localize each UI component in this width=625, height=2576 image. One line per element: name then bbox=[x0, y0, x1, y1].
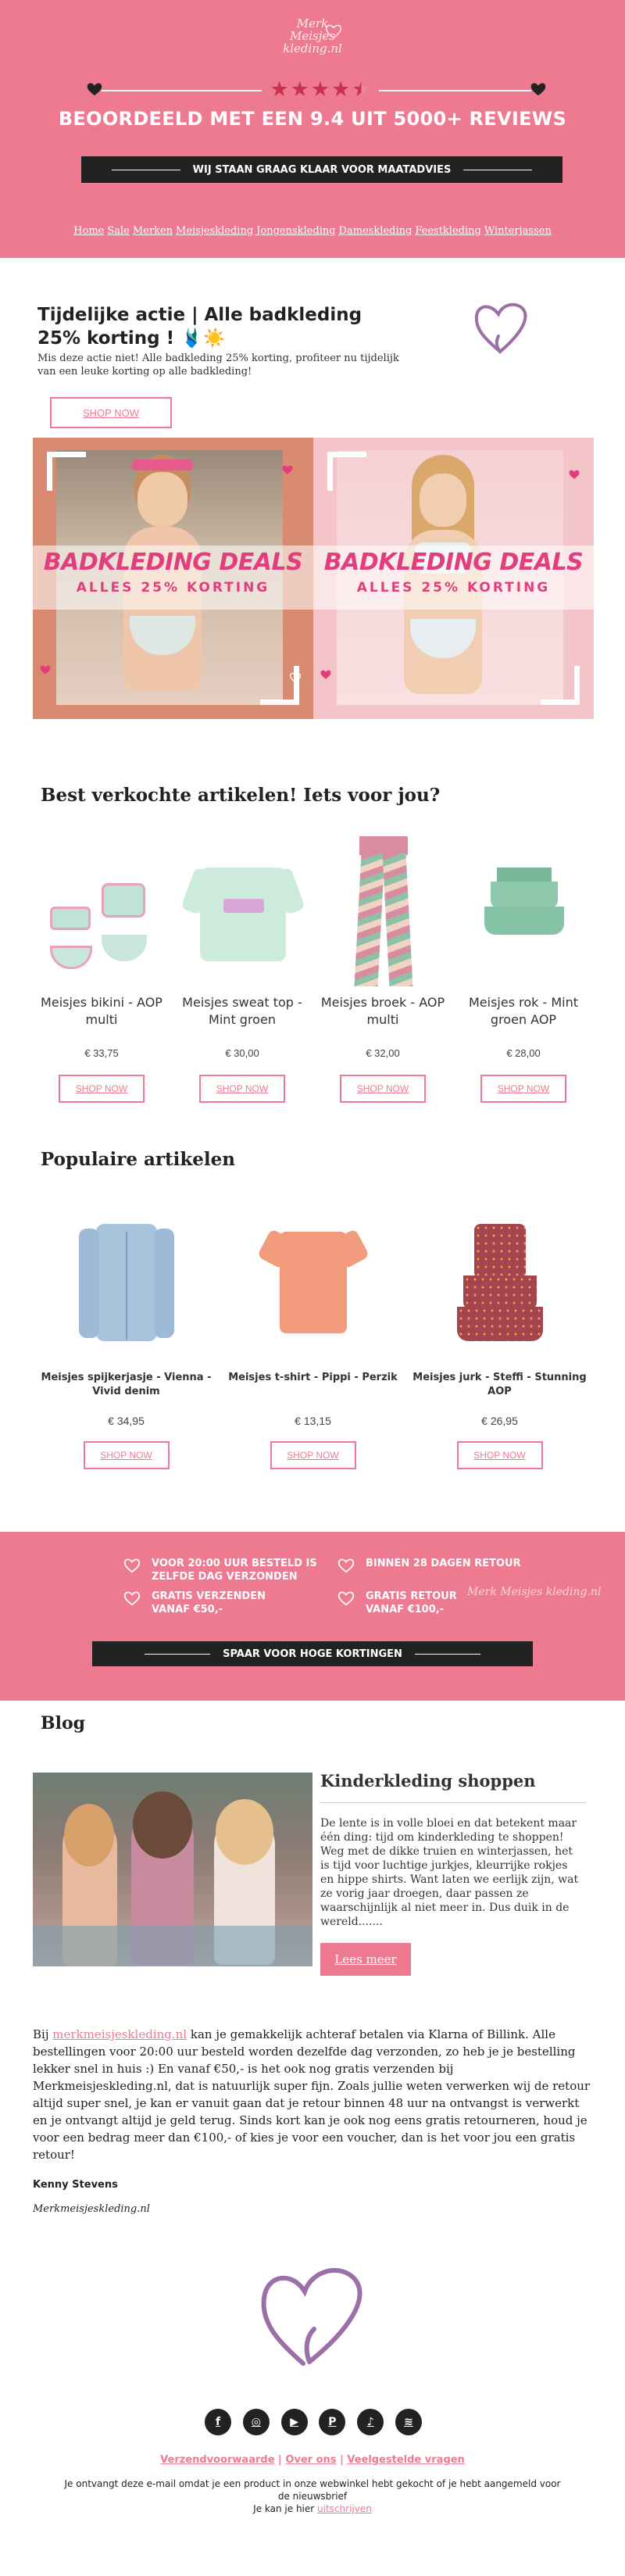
link-separator: | bbox=[278, 2454, 286, 2466]
link-separator: | bbox=[340, 2454, 348, 2466]
small-heart-icon bbox=[39, 664, 52, 675]
star-icon: ★ bbox=[290, 77, 309, 102]
unsubscribe-line bbox=[62, 2503, 562, 2515]
blog-post-title[interactable]: Kinderkleding shoppen bbox=[320, 1771, 536, 1791]
brand-logo[interactable] bbox=[281, 17, 344, 66]
savings-bar-text: SPAAR VOOR HOGE KORTINGEN bbox=[223, 1648, 402, 1660]
usp-band bbox=[0, 1532, 625, 1701]
usp-text: GRATIS VERZENDEN VANAF €50,- bbox=[152, 1590, 266, 1615]
heart-right-icon bbox=[530, 81, 547, 97]
product-card bbox=[406, 1200, 593, 1469]
nav-winterjassen[interactable]: Winterjassen bbox=[484, 225, 552, 237]
footer-links bbox=[0, 2454, 625, 2466]
shop-now-button[interactable]: SHOP NOW bbox=[84, 1441, 170, 1469]
rating-headline: BEOORDEELD MET EEN 9.4 UIT 5000+ REVIEWS bbox=[58, 108, 567, 130]
blog-divider bbox=[320, 1802, 586, 1803]
small-heart-icon bbox=[568, 469, 580, 480]
product-name[interactable]: Meisjes spijkerjasje - Vienna - Vivid denim bbox=[41, 1372, 212, 1397]
banner-strip bbox=[33, 546, 313, 610]
star-icon: ★ bbox=[310, 77, 330, 102]
bar-dash bbox=[145, 1654, 210, 1655]
product-price: € 30,00 bbox=[225, 1047, 259, 1059]
product-price: € 13,15 bbox=[295, 1415, 331, 1427]
purple-heart-icon bbox=[255, 2256, 372, 2373]
product-name[interactable]: Meisjes bikini - AOP multi bbox=[41, 995, 162, 1027]
nav-home[interactable]: Home bbox=[73, 225, 105, 237]
usp-text: VOOR 20:00 UUR BESTELD IS ZELFDE DAG VERZONDEN bbox=[152, 1558, 317, 1583]
info-text-section bbox=[0, 1998, 625, 2256]
usp-item-free-shipping bbox=[123, 1590, 280, 1616]
logo-heart-icon bbox=[325, 23, 342, 39]
banner-subtitle: ALLES 25% KORTING bbox=[356, 580, 551, 596]
blog-image[interactable] bbox=[33, 1773, 312, 1966]
popular-heading: Populaire artikelen bbox=[41, 1149, 236, 1170]
read-more-button[interactable]: Lees meer bbox=[320, 1943, 411, 1976]
shop-now-button[interactable]: SHOP NOW bbox=[59, 1075, 145, 1103]
product-image-denim-jacket[interactable] bbox=[76, 1200, 177, 1357]
product-image-trousers[interactable] bbox=[328, 836, 438, 985]
main-nav bbox=[0, 225, 625, 237]
facebook-icon[interactable]: f bbox=[205, 2409, 231, 2435]
rating-row bbox=[86, 78, 547, 102]
footer-link-shipping[interactable]: Verzendvoorwaarde bbox=[160, 2454, 275, 2466]
product-name[interactable]: Meisjes sweat top - Mint groen bbox=[182, 995, 302, 1027]
blog-post-excerpt: De lente is in volle bloei en dat betekent maar één ding: tijd om kinderkleding te shoppen! Weg met de dikke truien en winterjassen, het is tijd voor luchtige jurkjes, kleurrijke rokjes en hippe shirts. Want laten we eerlijk zijn, wat ze vorig jaar droegen, daar passen ze waarschijnlijk al niet meer in. Dus duik in de wereld....... bbox=[320, 1817, 579, 1928]
signature-company: Merkmeisjeskleding.nl bbox=[33, 2203, 150, 2215]
shop-now-button[interactable]: SHOP NOW bbox=[457, 1441, 543, 1469]
nav-sale[interactable]: Sale bbox=[107, 225, 130, 237]
small-heart-icon bbox=[320, 669, 332, 680]
product-name[interactable]: Meisjes jurk - Steffi - Stunning AOP bbox=[412, 1372, 587, 1397]
shop-now-button[interactable]: SHOP NOW bbox=[340, 1075, 426, 1103]
banner-strip bbox=[313, 546, 594, 610]
footer-link-faq[interactable]: Veelgestelde vragen bbox=[347, 2454, 465, 2466]
advice-pill bbox=[81, 156, 562, 183]
heart-left-icon bbox=[86, 81, 103, 97]
info-paragraph bbox=[33, 1998, 594, 2163]
product-price: € 33,75 bbox=[84, 1047, 119, 1059]
site-link[interactable]: merkmeisjeskleding.nl bbox=[52, 2027, 188, 2041]
product-card bbox=[172, 836, 312, 1103]
banner-panel-left bbox=[33, 438, 313, 719]
header-banner bbox=[0, 0, 625, 258]
best-sellers-heading: Best verkochte artikelen! Iets voor jou? bbox=[41, 785, 441, 806]
youtube-icon[interactable]: ▶ bbox=[281, 2409, 308, 2435]
info-text: kan je gemakkelijk achteraf betalen via Klarna of Billink. Alle bestellingen voor 20:00 uur besteld worden dezelfde dag verzonden, zo heb je je bestelling lekker snel in huis :) En vanaf €50,- is het ook nog gratis verzenden bij Merkmeisjeskleding.nl, dat is natuurlijk super fijn. Zoals jullie weten verwerken wij de retour altijd super snel, je kan er vanuit gaan dat je retour binnen 48 uur na ontvangst is verwerkt en je ontvangt altijd je geld terug. Sinds kort kan je ook nog eens gratis retourneren, houd je voor een bedrag meer dan €100,- of kies je voor een voucher, dan is het voor jou een gratis retour! bbox=[33, 2027, 591, 2162]
footer-note-text: Je ontvangt deze e-mail omdat je een product in onze webwinkel hebt gekocht of je hebt aangemeld voor de nieuwsbrief bbox=[64, 2478, 561, 2502]
blog-heading: Blog bbox=[41, 1713, 86, 1733]
banner-title: BADKLEDING DEALS bbox=[323, 549, 584, 576]
heart-outline-icon bbox=[338, 1590, 355, 1606]
nav-jongenskleding[interactable]: Jongenskleding bbox=[256, 225, 336, 237]
purple-heart-icon bbox=[469, 295, 531, 358]
footer bbox=[0, 2256, 625, 2553]
banner-frame-br bbox=[541, 666, 580, 705]
nav-meisjeskleding[interactable]: Meisjeskleding bbox=[176, 225, 254, 237]
unsubscribe-prefix: Je kan je hier bbox=[253, 2503, 318, 2514]
heart-outline-icon bbox=[338, 1558, 355, 1573]
nav-merken[interactable]: Merken bbox=[132, 225, 173, 237]
half-star-icon: ★ bbox=[352, 77, 371, 102]
footer-link-about[interactable]: Over ons bbox=[285, 2454, 337, 2466]
banner-title: BADKLEDING DEALS bbox=[43, 549, 303, 576]
social-links bbox=[205, 2409, 422, 2435]
popular-section bbox=[0, 1133, 625, 1532]
product-card bbox=[453, 836, 594, 1103]
heart-outline-icon bbox=[123, 1590, 141, 1606]
usp-logo: Merk Meisjes kleding.nl bbox=[467, 1586, 602, 1598]
product-name[interactable]: Meisjes broek - AOP multi bbox=[320, 995, 445, 1027]
brand-logo-text: Merk Meisjes kleding.nl bbox=[283, 16, 342, 55]
usp-text: BINNEN 28 DAGEN RETOUR bbox=[366, 1558, 521, 1569]
tiktok-icon[interactable]: ♪ bbox=[357, 2409, 384, 2435]
nav-feestkleding[interactable]: Feestkleding bbox=[415, 225, 481, 237]
unsubscribe-link[interactable]: uitschrijven bbox=[317, 2503, 372, 2514]
popular-grid bbox=[33, 1200, 594, 1469]
info-prefix: Bij bbox=[33, 2027, 53, 2041]
product-image-dress[interactable] bbox=[449, 1200, 551, 1357]
usp-item-return-28 bbox=[338, 1557, 525, 1573]
product-image-sweat-top[interactable] bbox=[188, 836, 297, 985]
spotify-icon[interactable]: ≋ bbox=[395, 2409, 422, 2435]
shop-now-button[interactable]: SHOP NOW bbox=[480, 1075, 566, 1103]
product-card bbox=[31, 836, 172, 1103]
small-heart-icon bbox=[289, 672, 302, 683]
banner-frame-tl bbox=[47, 452, 86, 491]
star-icon: ★ bbox=[331, 77, 351, 102]
small-heart-icon bbox=[281, 464, 294, 475]
product-card bbox=[33, 1200, 220, 1469]
instagram-icon[interactable]: ◎ bbox=[243, 2409, 270, 2435]
product-name[interactable]: Meisjes t-shirt - Pippi - Perzik bbox=[228, 1372, 398, 1383]
product-card bbox=[220, 1200, 406, 1469]
rating-stars bbox=[262, 78, 379, 102]
heart-outline-icon bbox=[123, 1558, 141, 1573]
product-name[interactable]: Meisjes rok - Mint groen AOP bbox=[468, 995, 579, 1027]
usp-item-free-return bbox=[338, 1590, 462, 1616]
product-image-skirt[interactable] bbox=[469, 836, 578, 985]
product-image-bikini[interactable] bbox=[47, 836, 156, 985]
footer-note bbox=[62, 2478, 562, 2515]
promo-section bbox=[0, 258, 625, 438]
promo-text: Mis deze actie niet! Alle badkleding 25% korting, profiteer nu tijdelijk van een leuke korting op alle badkleding! bbox=[38, 352, 399, 377]
product-price: € 28,00 bbox=[506, 1047, 541, 1059]
swimwear-banner[interactable] bbox=[33, 438, 594, 719]
signature-name: Kenny Stevens bbox=[33, 2179, 118, 2191]
product-card bbox=[312, 836, 453, 1103]
blog-section bbox=[0, 1701, 625, 1998]
promo-shop-now-button[interactable]: SHOP NOW bbox=[50, 397, 172, 428]
product-price: € 26,95 bbox=[481, 1415, 518, 1427]
nav-dameskleding[interactable]: Dameskleding bbox=[338, 225, 412, 237]
star-icon: ★ bbox=[270, 77, 289, 102]
banner-frame-tl bbox=[327, 452, 366, 491]
bar-dash bbox=[415, 1654, 480, 1655]
shop-now-button[interactable]: SHOP NOW bbox=[270, 1441, 356, 1469]
best-sellers-grid bbox=[31, 836, 594, 1103]
savings-bar bbox=[92, 1641, 533, 1666]
product-image-tshirt[interactable] bbox=[262, 1200, 364, 1357]
best-sellers-section bbox=[0, 719, 625, 1133]
banner-subtitle: ALLES 25% KORTING bbox=[76, 580, 270, 596]
product-price: € 34,95 bbox=[108, 1415, 145, 1427]
shop-now-button[interactable]: SHOP NOW bbox=[199, 1075, 285, 1103]
advice-pill-text: WIJ STAAN GRAAG KLAAR VOOR MAATADVIES bbox=[192, 163, 452, 176]
usp-item-shipping-today bbox=[123, 1557, 319, 1583]
banner-panel-right bbox=[313, 438, 594, 719]
product-price: € 32,00 bbox=[366, 1047, 400, 1059]
promo-title: Tijdelijke actie | Alle badkleding 25% korting ! 🩱☀️ bbox=[38, 305, 362, 349]
usp-text: GRATIS RETOUR VANAF €100,- bbox=[366, 1590, 457, 1615]
pinterest-icon[interactable]: P bbox=[319, 2409, 345, 2435]
